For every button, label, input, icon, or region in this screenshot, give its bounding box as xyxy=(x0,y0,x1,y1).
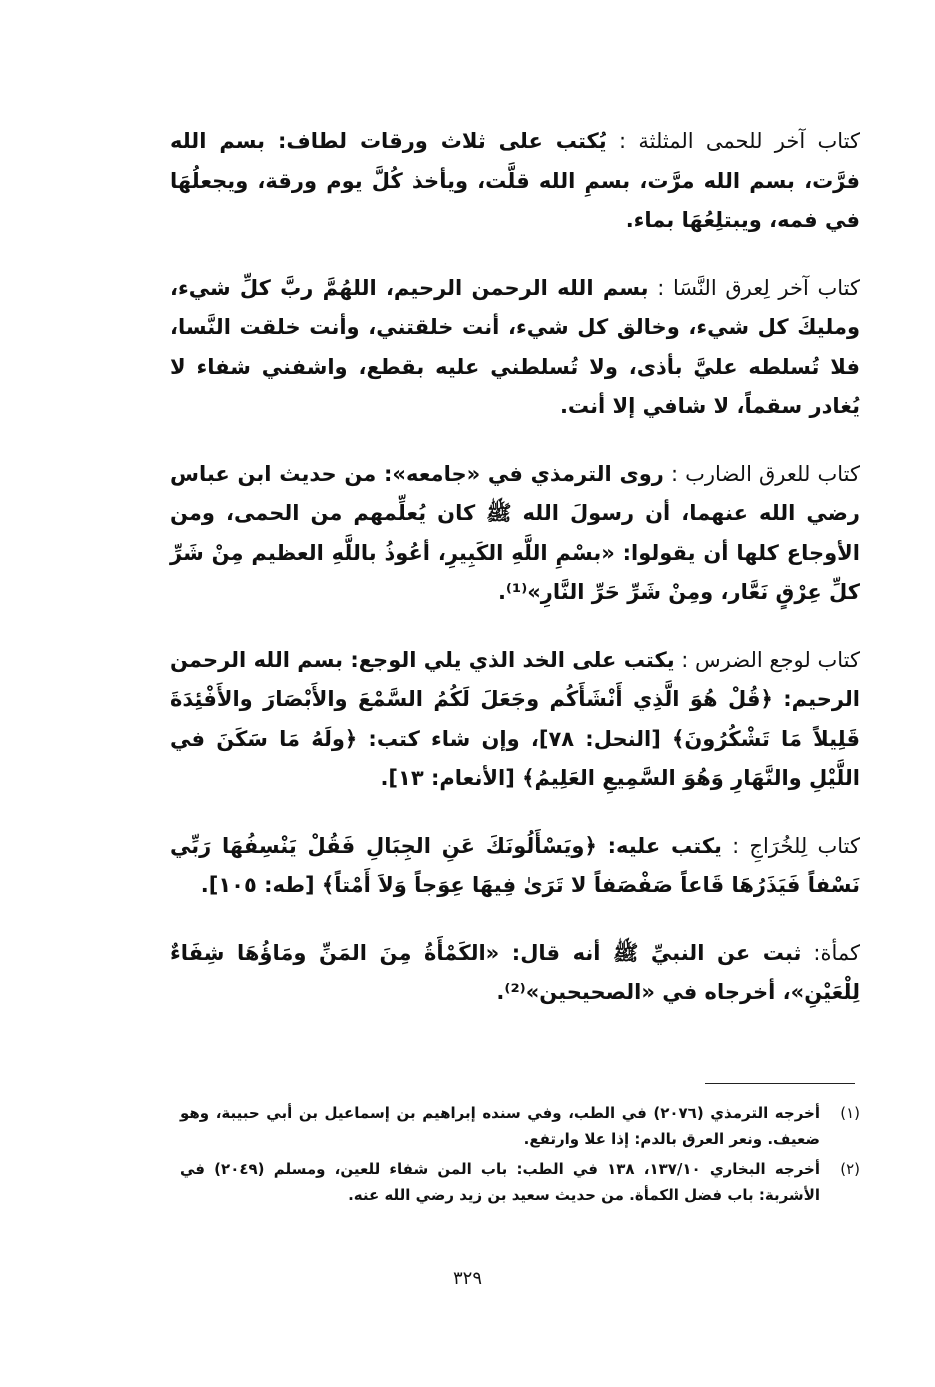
paragraph-body: بسم الله الرحمن الرحيم، اللهُمَّ ربَّ كلِّ شيء، ومليكَ كل شيء، وخالق كل شيء، أنت خلقتني، وأنت خلقت النَّسا، فلا تُسلطه عليَّ بأذى، ولا تُسلطني عليه بقطع، واشفني شفاء لا يُغادر سقماً، لا شافي إلا أنت. xyxy=(170,275,860,418)
paragraph-abscess xyxy=(170,827,860,906)
footnote-text: أخرجه الترمذي (٢٠٧٦) في الطب، وفي سنده إبراهيم بن إسماعيل بن أبي حبيبة، وهو ضعيف. ونعر العرق بالدم: إذا علا وارتفع. xyxy=(180,1104,820,1148)
paragraph-heading: كتاب للعرق الضارب : xyxy=(670,461,860,486)
paragraph-body: روى الترمذي في «جامعه»: من حديث ابن عباس رضي الله عنهما، أن رسولَ الله ﷺ كان يُعلِّمهم من الحمى، ومن الأوجاع كلها أن يقولوا: «بسْمِ اللَّهِ الكَبِيرِ، أعُوذُ باللَّهِ العظيم مِنْ شَرِّ كلِّ عِرْقٍ نَعَّار، ومِنْ شَرِّ حَرِّ النَّارِ»⁽¹⁾. xyxy=(170,461,860,604)
paragraph-heading: كمأة: xyxy=(813,940,861,965)
main-text xyxy=(170,122,860,1041)
footnote-2 xyxy=(180,1156,860,1208)
paragraph-fever xyxy=(170,122,860,241)
paragraph-heading: كتاب آخر للحمى المثلثة : xyxy=(618,129,860,153)
paragraph-body: يكتب على الخد الذي يلي الوجع: بسم الله الرحمن الرحيم: ﴿قُلْ هُوَ الَّذِي أَنْشَأَكُم وجَعَلَ لَكُمُ السَّمْعَ والأَبْصَارَ والأَفْئِدَةَ قَلِيلاً مَا تَشْكُرُونَ﴾ [النحل: ٧٨]، وإن شاء كتب: ﴿ولَهُ مَا سَكَنَ في اللَّيْلِ والنَّهَارِ وَهُوَ السَّمِيعِ العَلِيمُ﴾ [الأنعام: ١٣]. xyxy=(170,647,860,790)
footnote-text: أخرجه البخاري ١٣٧/١٠، ١٣٨ في الطب: باب المن شفاء للعين، ومسلم (٢٠٤٩) في الأشربة: باب فضل الكمأة. من حديث سعيد بن زيد رضي الله عنه. xyxy=(180,1160,821,1204)
footnotes xyxy=(180,1100,860,1212)
footnote-1 xyxy=(180,1100,860,1152)
paragraph-heading: كتاب لوجع الضرس : xyxy=(681,647,860,672)
paragraph-truffle xyxy=(170,934,860,1013)
footnote-number: (٢) xyxy=(840,1160,860,1178)
paragraph-body: ثبت عن النبيِّ ﷺ أنه قال: «الكَمْأَةُ مِنَ المَنِّ ومَاؤُهَا شِفَاءٌ لِلْعَيْنِ»، أخرجاه في «الصحيحين»⁽²⁾. xyxy=(170,940,860,1004)
page-number: ٣٢٩ xyxy=(452,1268,482,1289)
paragraph-body: يُكتب على ثلاث ورقات لطاف: بسم الله فرَّت، بسم الله مرَّت، بسمِ الله قلَّت، ويأخذ كُلَّ يوم ورقة، ويجعلُهَا في فمه، ويبتلِعُهَا بماء. xyxy=(170,129,860,232)
paragraph-toothache xyxy=(170,641,860,799)
paragraph-heading: كتاب آخر لِعرق النَّسَا : xyxy=(657,275,860,300)
paragraph-heading: كتاب لِلخُرَاجِ : xyxy=(732,833,860,858)
paragraph-body: يكتب عليه: ﴿ويَسْأَلُونَكَ عَنِ الجِبَالِ فَقُلْ يَنْسِفُهَا رَبِّي نَسْفاً فَيَذَرُهَا قَاعاً صَفْصَفاً لا تَرَىٰ فِيهَا عِوَجاً وَلاَ أَمْتاً﴾ [طه: ١٠٥]. xyxy=(170,833,860,897)
footnote-divider xyxy=(705,1083,855,1084)
paragraph-throbbing-vein xyxy=(170,455,860,613)
footnote-number: (١) xyxy=(840,1104,860,1122)
paragraph-sciatica xyxy=(170,269,860,427)
